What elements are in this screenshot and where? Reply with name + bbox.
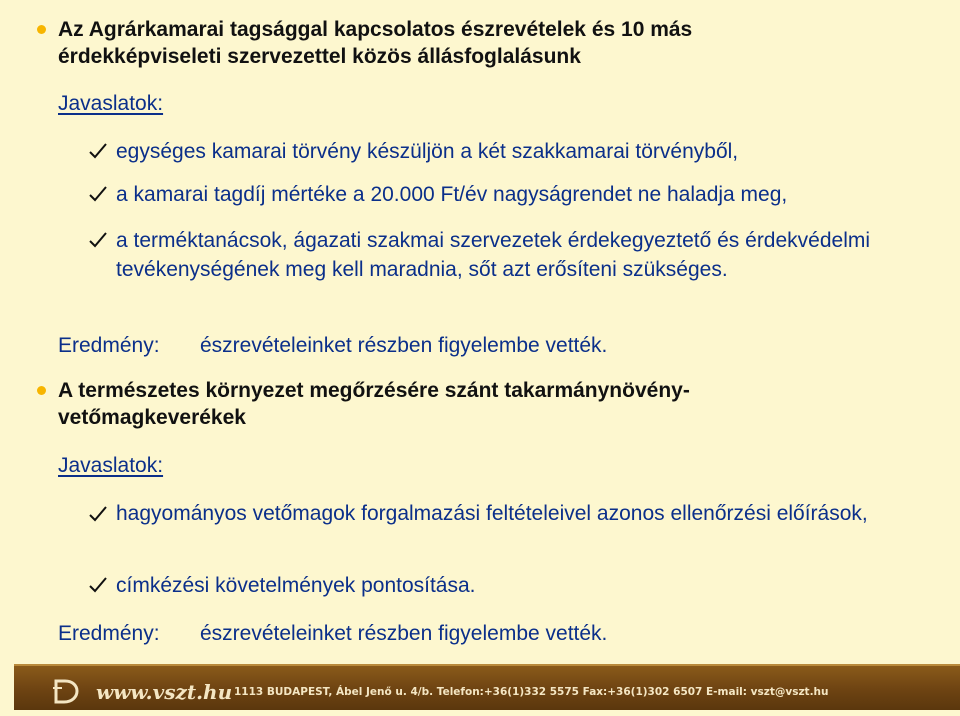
section1-proposals-label: Javaslatok: bbox=[58, 92, 164, 115]
section1-item-3: a terméktanácsok, ágazati szakmai szervezetek érdekegyeztető és érdekvédelmi tevékenységének meg kell maradnia, sőt azt erősíteni szükséges. bbox=[116, 229, 871, 281]
checkmark-icon bbox=[88, 230, 108, 250]
section2-heading-line2: vetőmagkeverékek bbox=[58, 406, 246, 429]
section2-result-label: Eredmény: bbox=[58, 622, 160, 645]
section1-item-2: a kamarai tagdíj mértéke a 20.000 Ft/év nagyságrendet ne haladja meg, bbox=[116, 183, 788, 206]
footer-website-link[interactable]: www.vszt.hu bbox=[96, 680, 233, 704]
checkmark-icon bbox=[88, 575, 108, 595]
footer-bar bbox=[14, 664, 960, 710]
bullet-dot bbox=[37, 386, 46, 395]
section1-heading-line2: érdekképviseleti szervezettel közös állásfoglalásunk bbox=[58, 45, 581, 68]
section2-heading-line1: A természetes környezet megőrzésére szánt takarmánynövény- bbox=[58, 379, 690, 402]
section2-item-1: hagyományos vetőmagok forgalmazási feltételeivel azonos ellenőrzési előírások, bbox=[116, 502, 868, 525]
checkmark-icon bbox=[88, 141, 108, 161]
checkmark-icon bbox=[88, 184, 108, 204]
footer bbox=[0, 660, 960, 716]
section2-result bbox=[58, 622, 607, 646]
section2-result-text: észrevételeinket részben figyelembe vették. bbox=[200, 622, 608, 645]
section2-proposals-label: Javaslatok: bbox=[58, 454, 164, 477]
checkmark-icon bbox=[88, 504, 108, 524]
logo-icon bbox=[50, 676, 80, 706]
footer-contact: 1113 BUDAPEST, Ábel Jenő u. 4/b. Telefon:+36(1)332 5575 Fax:+36(1)302 6507 E-mail: vszt@vszt.hu bbox=[234, 686, 829, 698]
section1-heading bbox=[58, 16, 918, 70]
section1-heading-line1: Az Agrárkamarai tagsággal kapcsolatos észrevételek és 10 más bbox=[58, 18, 693, 41]
section2-item-2: címkézési követelmények pontosítása. bbox=[116, 574, 476, 597]
section1-result-label: Eredmény: bbox=[58, 334, 160, 357]
section2-heading bbox=[58, 377, 918, 431]
section1-result bbox=[58, 334, 607, 358]
section1-item-1: egységes kamarai törvény készüljön a két szakkamarai törvényből, bbox=[116, 140, 739, 163]
bullet-dot bbox=[37, 25, 46, 34]
section1-result-text: észrevételeinket részben figyelembe vették. bbox=[200, 334, 608, 357]
